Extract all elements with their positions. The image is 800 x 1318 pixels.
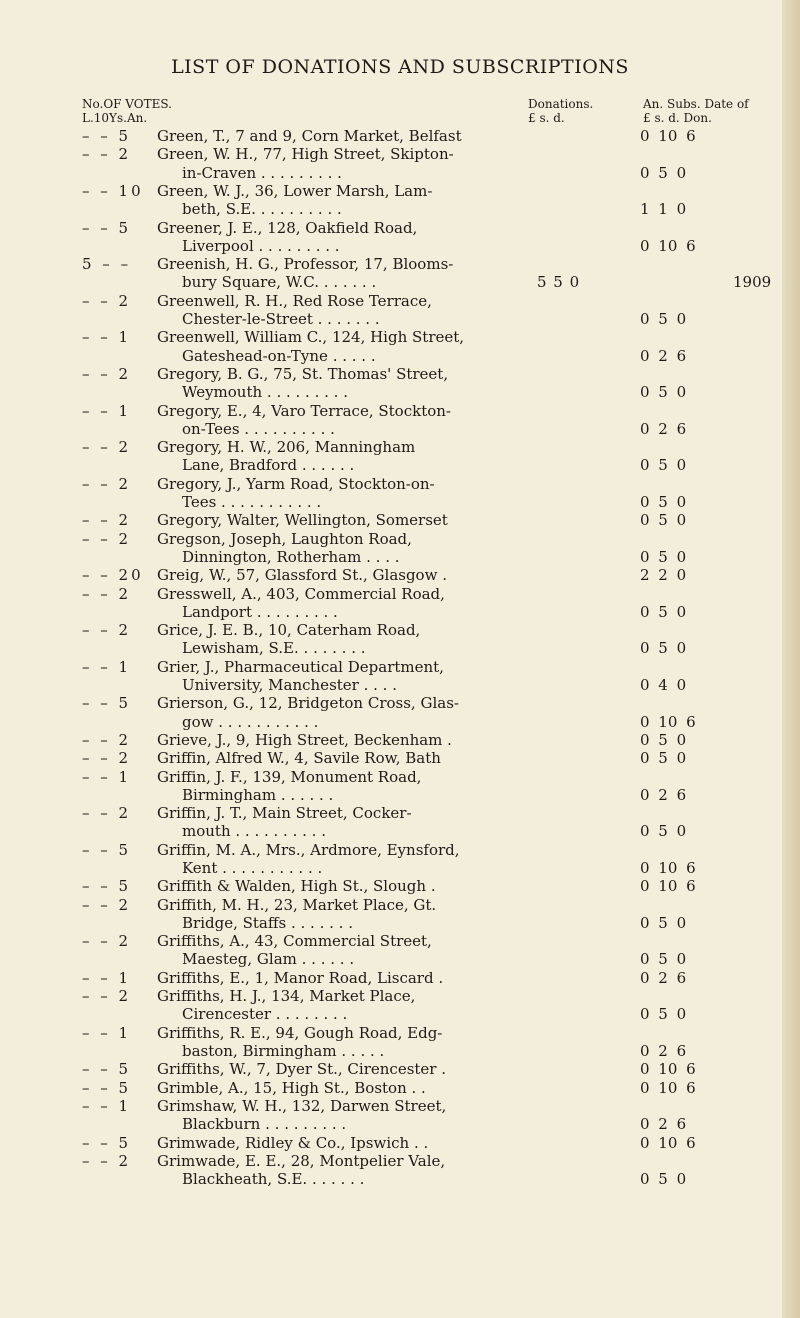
entry-address-continued: Dinnington, Rotherham . . . . bbox=[182, 547, 400, 566]
subscription-amount: 0 5 0 bbox=[640, 163, 687, 182]
entry-name: Gregory, H. W., 206, Manningham bbox=[157, 438, 416, 457]
entry-name: Griffiths, E., 1, Manor Road, Liscard . bbox=[157, 968, 444, 987]
subscription-amount: 2 2 0 bbox=[640, 566, 687, 585]
entry-name: Green, W. J., 36, Lower Marsh, Lam- bbox=[157, 181, 433, 200]
entry-address-continued: mouth . . . . . . . . . . bbox=[182, 822, 326, 841]
entry-name: Grier, J., Pharmaceutical Department, bbox=[157, 657, 444, 676]
donations-header-line2: £ s. d. bbox=[528, 111, 565, 125]
votes-value: – – 5 bbox=[82, 1133, 132, 1152]
entry-address-continued: in-Craven . . . . . . . . . bbox=[182, 163, 342, 182]
votes-value: – – 2 bbox=[82, 364, 132, 383]
donation-amount: 5 5 0 bbox=[537, 273, 581, 292]
subscription-amount: 0 5 0 bbox=[640, 1170, 687, 1189]
subscription-amount: 0 10 6 bbox=[640, 858, 696, 877]
votes-value: – – 1 bbox=[82, 328, 132, 347]
entry-name: Griffin, J. F., 139, Monument Road, bbox=[157, 767, 422, 786]
entry-name: Green, T., 7 and 9, Corn Market, Belfast bbox=[157, 127, 462, 145]
entry-name: Griffiths, H. J., 134, Market Place, bbox=[157, 987, 416, 1006]
subscription-amount: 0 5 0 bbox=[640, 602, 687, 621]
subscription-amount: 0 5 0 bbox=[640, 730, 687, 749]
entry-name: Griffith, M. H., 23, Market Place, Gt. bbox=[157, 895, 437, 914]
votes-value: – – 1 bbox=[82, 401, 132, 420]
subscription-amount: 1 1 0 bbox=[640, 200, 687, 219]
votes-value: – – 1 bbox=[82, 1023, 132, 1042]
subscription-amount: 0 5 0 bbox=[640, 309, 687, 328]
entry-name: Grimwade, E. E., 28, Montpelier Vale, bbox=[157, 1151, 446, 1170]
subscription-amount: 0 5 0 bbox=[640, 547, 687, 566]
subscription-amount: 0 10 6 bbox=[640, 877, 696, 896]
votes-value: – – 5 bbox=[82, 877, 132, 896]
entry-name: Gregson, Joseph, Laughton Road, bbox=[157, 529, 412, 548]
subscription-amount: 0 10 6 bbox=[640, 1133, 696, 1152]
donations-column-header bbox=[528, 97, 593, 125]
subscription-amount: 0 10 6 bbox=[640, 1078, 696, 1097]
entry-name: Greener, J. E., 128, Oakfield Road, bbox=[157, 218, 418, 237]
entry-address-continued: Lewisham, S.E. . . . . . . . bbox=[182, 639, 366, 658]
votes-value: – – 2 bbox=[82, 932, 132, 951]
subscription-amount: 0 10 6 bbox=[640, 236, 696, 255]
votes-value: – – 20 bbox=[82, 566, 144, 585]
entry-name: Gresswell, A., 403, Commercial Road, bbox=[157, 584, 445, 603]
entry-address-continued: on-Tees . . . . . . . . . . bbox=[182, 419, 335, 438]
entry-name: Greenish, H. G., Professor, 17, Blooms- bbox=[157, 255, 454, 274]
votes-value: – – 1 bbox=[82, 767, 132, 786]
votes-value: – – 2 bbox=[82, 621, 132, 640]
entry-name: Grimwade, Ridley & Co., Ipswich . . bbox=[157, 1133, 429, 1152]
entry-name: Gregory, B. G., 75, St. Thomas' Street, bbox=[157, 364, 449, 383]
entry-name: Grierson, G., 12, Bridgeton Cross, Glas- bbox=[157, 694, 459, 713]
entry-address-continued: Cirencester . . . . . . . . bbox=[182, 1005, 348, 1024]
entry-address-continued: gow . . . . . . . . . . . bbox=[182, 712, 319, 731]
entry-address-continued: Lane, Bradford . . . . . . bbox=[182, 456, 355, 475]
subscription-amount: 0 5 0 bbox=[640, 822, 687, 841]
entry-address-continued: Liverpool . . . . . . . . . bbox=[182, 236, 340, 255]
entry-name: Griffiths, W., 7, Dyer St., Cirencester . bbox=[157, 1060, 446, 1079]
votes-value: 5 – – bbox=[82, 255, 132, 274]
subscription-amount: 0 5 0 bbox=[640, 1005, 687, 1024]
entry-name: Greig, W., 57, Glassford St., Glasgow . bbox=[157, 566, 447, 585]
subscription-amount: 0 2 6 bbox=[640, 346, 687, 365]
votes-value: – – 2 bbox=[82, 730, 132, 749]
entry-name: Griffiths, A., 43, Commercial Street, bbox=[157, 932, 432, 951]
entry-name: Griffin, J. T., Main Street, Cocker- bbox=[157, 804, 412, 823]
subscription-amount: 0 2 6 bbox=[640, 785, 687, 804]
votes-header-line1: No.OF VOTES. bbox=[82, 97, 172, 111]
subscription-amount: 0 5 0 bbox=[640, 749, 687, 768]
entry-name: Gregory, Walter, Wellington, Somerset bbox=[157, 511, 448, 530]
entry-name: Grice, J. E. B., 10, Caterham Road, bbox=[157, 621, 421, 640]
entry-address-continued: baston, Birmingham . . . . . bbox=[182, 1041, 385, 1060]
entry-name: Grimshaw, W. H., 132, Darwen Street, bbox=[157, 1096, 447, 1115]
entry-name: Gregory, E., 4, Varo Terrace, Stockton- bbox=[157, 401, 451, 420]
votes-value: – – 1 bbox=[82, 968, 132, 987]
votes-value: – – 10 bbox=[82, 181, 144, 200]
entry-address-continued: Landport . . . . . . . . . bbox=[182, 602, 338, 621]
votes-value: – – 2 bbox=[82, 1151, 132, 1170]
votes-value: – – 2 bbox=[82, 145, 132, 164]
subscription-amount: 0 10 6 bbox=[640, 127, 696, 145]
votes-value: – – 1 bbox=[82, 657, 132, 676]
entry-name: Greenwell, William C., 124, High Street, bbox=[157, 328, 465, 347]
subscription-amount: 0 10 6 bbox=[640, 1060, 696, 1079]
subscription-amount: 0 2 6 bbox=[640, 419, 687, 438]
votes-value: – – 5 bbox=[82, 840, 132, 859]
votes-value: – – 2 bbox=[82, 438, 132, 457]
subs-header-line2: £ s. d. Don. bbox=[643, 111, 712, 125]
entry-address-continued: Chester-le-Street . . . . . . . bbox=[182, 309, 380, 328]
votes-value: – – 5 bbox=[82, 694, 132, 713]
entry-address-continued: Bridge, Staffs . . . . . . . bbox=[182, 913, 353, 932]
votes-value: – – 2 bbox=[82, 987, 132, 1006]
entry-address-continued: Kent . . . . . . . . . . . bbox=[182, 858, 323, 877]
subscription-amount: 0 5 0 bbox=[640, 492, 687, 511]
subscription-amount: 0 2 6 bbox=[640, 968, 687, 987]
votes-value: – – 2 bbox=[82, 749, 132, 768]
votes-header-line2: L.10Ys.An. bbox=[82, 111, 148, 125]
subscription-amount: 0 5 0 bbox=[640, 950, 687, 969]
entry-address-continued: Blackheath, S.E. . . . . . . bbox=[182, 1170, 365, 1189]
subscription-amount: 0 10 6 bbox=[640, 712, 696, 731]
entry-name: Griffin, Alfred W., 4, Savile Row, Bath bbox=[157, 749, 441, 768]
subscription-amount: 0 2 6 bbox=[640, 1115, 687, 1134]
subs-column-header bbox=[643, 97, 749, 125]
page-title: LIST OF DONATIONS AND SUBSCRIPTIONS bbox=[171, 56, 629, 78]
entry-name: Grimble, A., 15, High St., Boston . . bbox=[157, 1078, 426, 1097]
votes-value: – – 2 bbox=[82, 804, 132, 823]
votes-value: – – 2 bbox=[82, 895, 132, 914]
votes-value: – – 5 bbox=[82, 218, 132, 237]
entry-address-continued: University, Manchester . . . . bbox=[182, 675, 397, 694]
entry-name: Gregory, J., Yarm Road, Stockton-on- bbox=[157, 474, 435, 493]
entry-name: Greenwell, R. H., Red Rose Terrace, bbox=[157, 291, 432, 310]
votes-value: – – 5 bbox=[82, 1060, 132, 1079]
votes-value: – – 1 bbox=[82, 1096, 132, 1115]
votes-value: – – 2 bbox=[82, 529, 132, 548]
votes-value: – – 2 bbox=[82, 291, 132, 310]
entry-name: Green, W. H., 77, High Street, Skipton- bbox=[157, 145, 454, 164]
subscription-amount: 0 2 6 bbox=[640, 1041, 687, 1060]
entry-address-continued: beth, S.E. . . . . . . . . . bbox=[182, 200, 342, 219]
entry-address-continued: Weymouth . . . . . . . . . bbox=[182, 383, 348, 402]
votes-value: – – 2 bbox=[82, 511, 132, 530]
subscription-amount: 0 5 0 bbox=[640, 383, 687, 402]
votes-value: – – 5 bbox=[82, 127, 132, 145]
entry-address-continued: Blackburn . . . . . . . . . bbox=[182, 1115, 347, 1134]
entry-address-continued: Gateshead-on-Tyne . . . . . bbox=[182, 346, 376, 365]
votes-column-header bbox=[82, 97, 172, 125]
votes-value: – – 2 bbox=[82, 474, 132, 493]
donations-header-line1: Donations. bbox=[528, 97, 594, 111]
subscription-amount: 0 5 0 bbox=[640, 456, 687, 475]
votes-value: – – 5 bbox=[82, 1078, 132, 1097]
subscription-amount: 0 5 0 bbox=[640, 913, 687, 932]
entry-address-continued: Tees . . . . . . . . . . . bbox=[182, 492, 322, 511]
donation-date: 1909 bbox=[733, 273, 772, 292]
entry-address-continued: Birmingham . . . . . . bbox=[182, 785, 334, 804]
entry-address-continued: bury Square, W.C. . . . . . . bbox=[182, 273, 377, 292]
page-edge bbox=[782, 0, 800, 1318]
entry-name: Griffiths, R. E., 94, Gough Road, Edg- bbox=[157, 1023, 443, 1042]
entry-address-continued: Maesteg, Glam . . . . . . bbox=[182, 950, 355, 969]
subscription-amount: 0 5 0 bbox=[640, 639, 687, 658]
subscription-amount: 0 5 0 bbox=[640, 511, 687, 530]
votes-value: – – 2 bbox=[82, 584, 132, 603]
subscription-amount: 0 4 0 bbox=[640, 675, 687, 694]
subs-header-line1: An. Subs. Date of bbox=[643, 97, 749, 111]
entry-name: Grieve, J., 9, High Street, Beckenham . bbox=[157, 730, 452, 749]
entry-name: Griffith & Walden, High St., Slough . bbox=[157, 877, 436, 896]
entry-name: Griffin, M. A., Mrs., Ardmore, Eynsford, bbox=[157, 840, 460, 859]
